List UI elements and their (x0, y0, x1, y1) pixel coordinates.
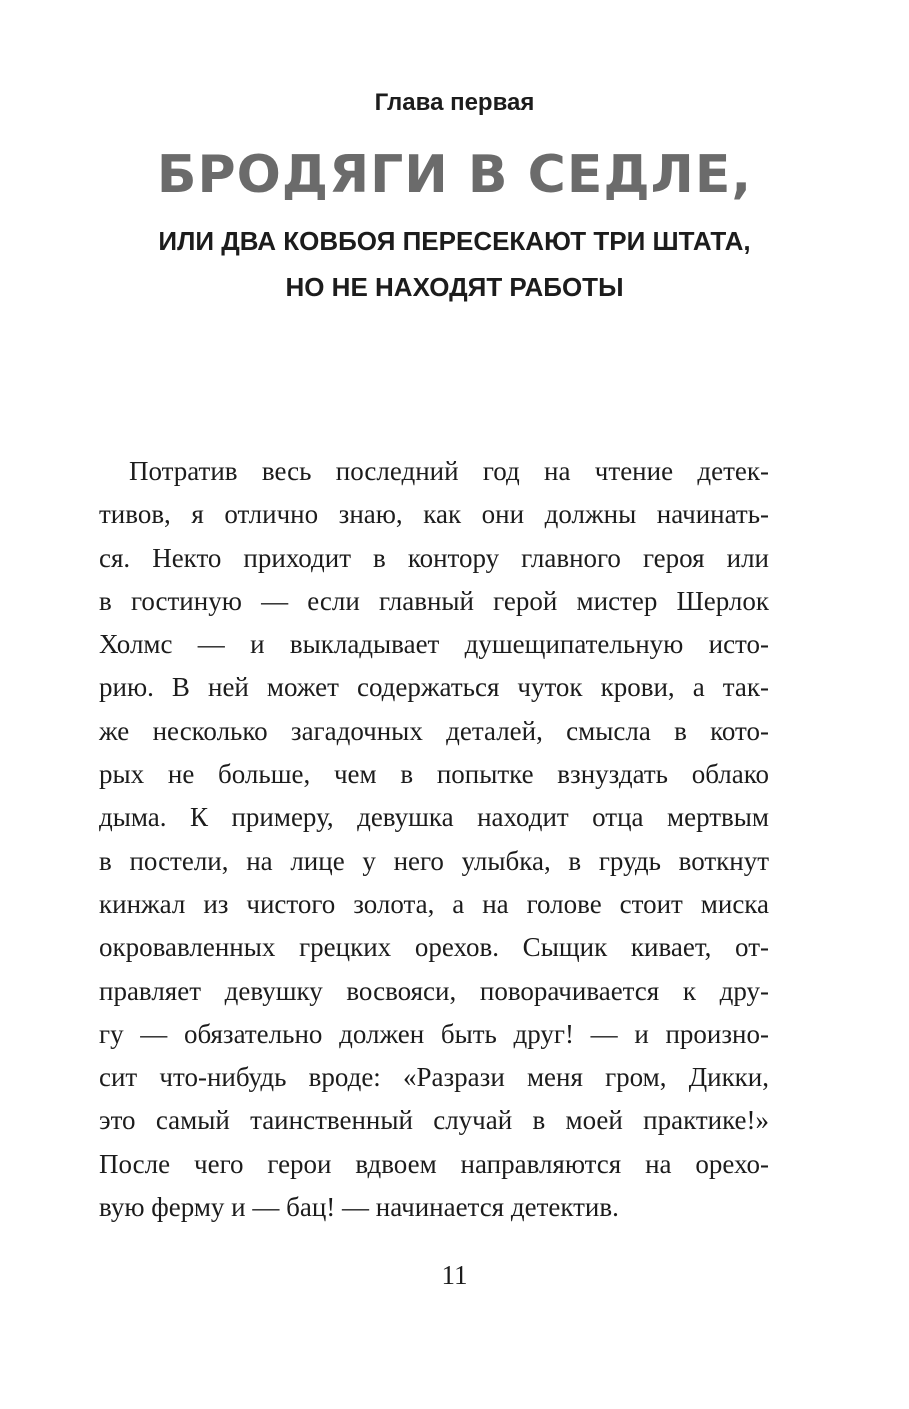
chapter-subtitle-line: НО НЕ НАХОДЯТ РАБОТЫ (285, 272, 624, 302)
text-line: же несколько загадочных деталей, смысла в кото- (99, 715, 769, 746)
text-line: это самый таинственный случай в моей практике!» (99, 1105, 769, 1136)
text-line: тивов, я отлично знаю, как они должны начинать- (99, 499, 769, 530)
text-line: окровавленных грецких орехов. Сыщик кивает, от- (99, 932, 769, 963)
page-number: 11 (441, 1260, 468, 1290)
text-line: рых не больше, чем в попытке взнуздать облако (99, 759, 769, 790)
text-line: в гостиную — если главный герой мистер Шерлок (99, 585, 769, 616)
text-line: Потратив весь последний год на чтение детек- (129, 456, 769, 486)
chapter-label: Глава первая (374, 89, 535, 116)
text-line: Холмс — и выкладывает душещипательную исто- (99, 629, 769, 660)
text-line: в постели, на лице у него улыбка, в грудь воткнут (99, 845, 769, 876)
chapter-subtitle-line: ИЛИ ДВА КОВБОЯ ПЕРЕСЕКАЮТ ТРИ ШТАТА, (158, 226, 751, 256)
text-line: рию. В ней может содержаться чуток крови, а так- (99, 672, 769, 703)
chapter-title: БРОДЯГИ В СЕДЛЕ, (156, 145, 753, 205)
text-line: После чего герои вдвоем направляются на орехо- (99, 1148, 769, 1179)
text-line: вую ферму и — бац! — начинается детектив. (99, 1192, 619, 1223)
text-line: гу — обязательно должен быть друг! — и произно- (99, 1018, 769, 1049)
chapter-subtitle (0, 218, 909, 310)
text-line: ся. Некто приходит в контору главного героя или (99, 542, 769, 573)
text-line: кинжал из чистого золота, а на голове стоит миска (99, 888, 769, 919)
body-paragraph (99, 450, 769, 1229)
text-line: дыма. К примеру, девушка находит отца мертвым (99, 802, 769, 833)
text-line: правляет девушку восвояси, поворачивается к дру- (99, 975, 769, 1006)
text-line: сит что-нибудь вроде: «Разрази меня гром, Дикки, (99, 1062, 769, 1093)
